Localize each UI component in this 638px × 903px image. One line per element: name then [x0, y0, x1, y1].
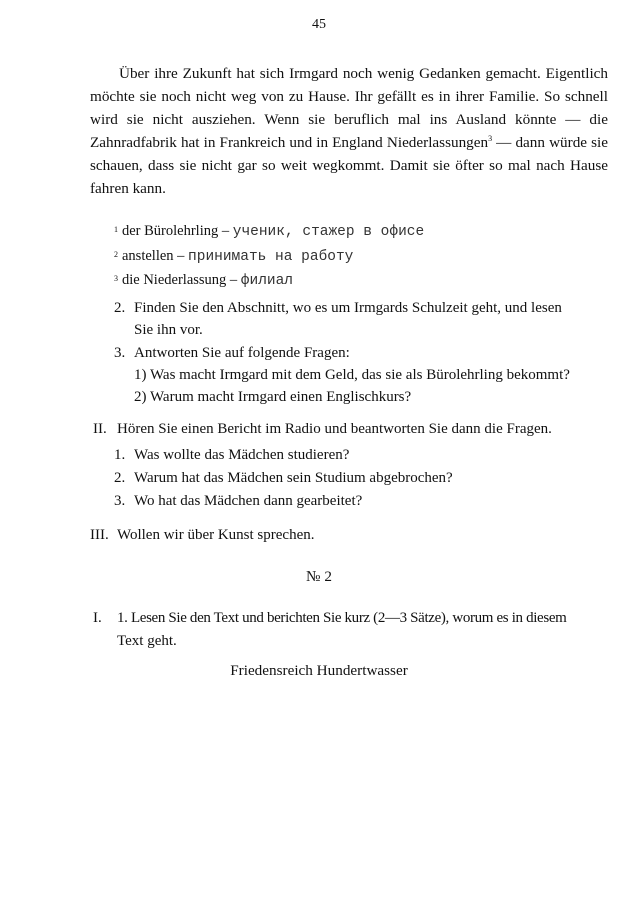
task-text: Sie ihn vor. [134, 322, 203, 338]
footnote-dash: – [173, 248, 189, 264]
question-number: 2. [114, 470, 126, 486]
page-number: 45 [312, 17, 326, 32]
footnote-translation: филиал [240, 273, 294, 289]
task-text: Finden Sie den Abschnitt, wo es um Irmgards Schulzeit geht, und lesen [134, 300, 562, 316]
paragraph-line: wegkommt. Damit sie öfter so mal nach Hause fahren kann. [90, 157, 608, 197]
question: Was wollte das Mädchen studieren? [134, 447, 350, 463]
question: Wo hat das Mädchen dann gearbeitet? [134, 493, 363, 509]
task-text: Antworten Sie auf folgende Fragen: [134, 345, 350, 361]
section-text: 1. Lesen Sie den Text und berichten Sie kurz (2—3 Sätze), worum es in diesem [117, 610, 567, 626]
footnote-term: anstellen [122, 248, 174, 264]
task-number: 3. [114, 345, 126, 361]
footnote-term: der Bürolehrling [122, 223, 219, 239]
section-text: Hören Sie einen Bericht im Radio und beantworten Sie dann die Fragen. [117, 421, 552, 437]
paragraph-line: Niederlassungen [386, 134, 489, 151]
footnote-term: die Niederlassung [122, 272, 227, 288]
task-number: 2. [114, 300, 126, 316]
section-text: Text geht. [117, 633, 177, 649]
footnote-translation: принимать на работу [188, 249, 354, 265]
footnote-dash: – [226, 272, 241, 288]
footnote-number: 3 [114, 274, 118, 283]
paragraph-line: Über ihre Zukunft hat sich Irmgard noch wenig Gedanken gemacht. [119, 65, 541, 82]
text-title: Friedensreich Hundertwasser [230, 662, 408, 679]
question: 2) Warum macht Irmgard einen Englischkurs? [134, 389, 412, 405]
main-paragraph [90, 62, 608, 200]
section-number: III. [90, 527, 109, 543]
footnote-dash: – [218, 223, 233, 239]
paragraph-line: Ausland könnte — die Zahnradfabrik hat in Frankreich und in England [90, 111, 608, 151]
question-number: 1. [114, 447, 126, 463]
section-number: I. [93, 610, 102, 626]
footnote [114, 269, 293, 293]
paragraph-line: — dann würde sie schauen, dass sie nicht gar so weit [90, 134, 608, 174]
footnote-translation: ученик, стажер в офисе [232, 224, 425, 240]
footnote-number: 1 [114, 225, 118, 234]
footnote [114, 245, 353, 269]
question: 1) Was macht Irmgard mit dem Geld, das sie als Bürolehrling bekommt? [134, 367, 570, 383]
paragraph-line: Eigentlich möchte sie noch nicht weg von zu Hause. Ihr gefällt es in ihrer [90, 65, 609, 105]
number-heading: № 2 [306, 568, 332, 585]
section-number: II. [93, 421, 107, 437]
question: Warum hat das Mädchen sein Studium abgebrochen? [134, 470, 453, 486]
footnote-number: 2 [114, 250, 118, 259]
question-number: 3. [114, 493, 126, 509]
paragraph-line: Familie. So schnell wird sie nicht ausziehen. Wenn sie beruflich mal ins [90, 88, 608, 128]
footnote [114, 220, 424, 244]
footnote-ref: 3 [488, 133, 493, 143]
section-text: Wollen wir über Kunst sprechen. [117, 527, 315, 543]
